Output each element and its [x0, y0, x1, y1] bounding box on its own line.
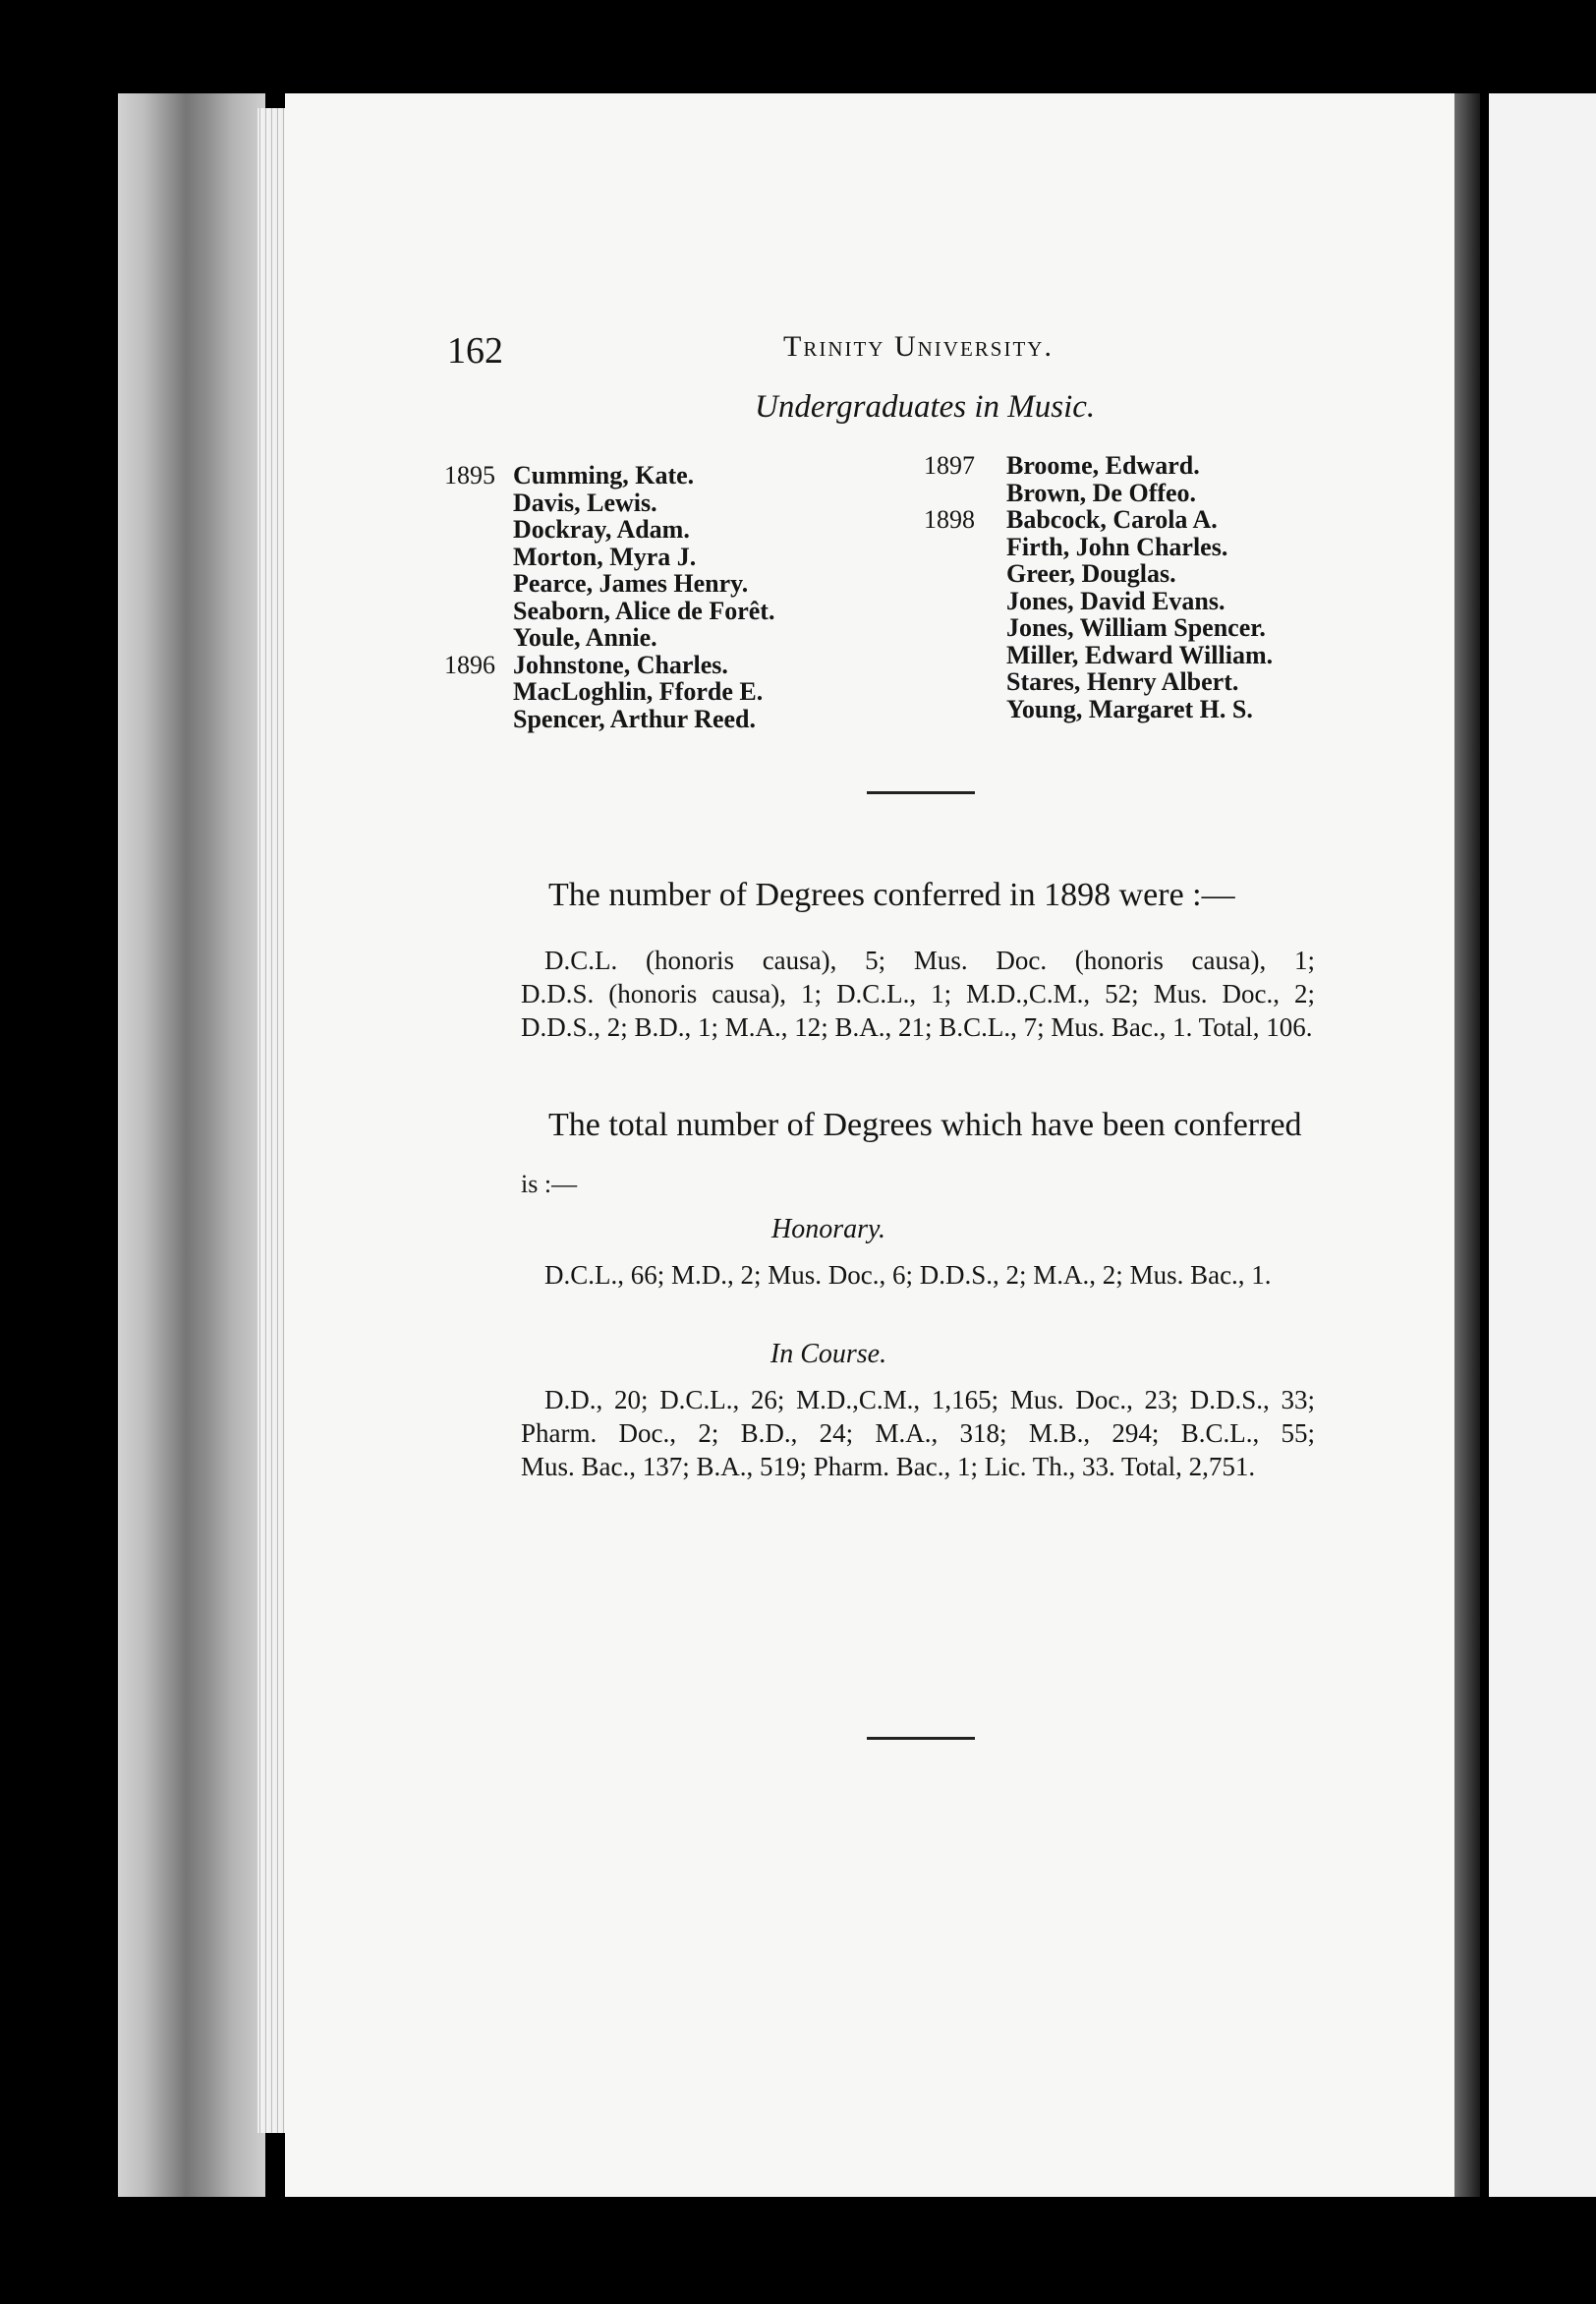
degree-count: B.D., 1; — [634, 1012, 719, 1042]
list-item — [444, 598, 774, 625]
year-label — [924, 560, 1006, 588]
graduate-name: MacLoghlin, Fforde E. — [513, 677, 764, 706]
degree-count: Mus. Bac., 137; — [521, 1452, 690, 1481]
year-label — [924, 642, 1006, 669]
year-label: 1896 — [444, 650, 495, 679]
degree-count: D.C.L., 66; — [544, 1260, 665, 1290]
list-item — [444, 706, 774, 733]
year-label — [444, 678, 513, 706]
degree-count: D.D.S., 2; — [521, 1012, 628, 1042]
degree-count: Mus. Doc., 6; — [768, 1260, 914, 1290]
graduate-name: Miller, Edward William. — [1006, 640, 1274, 669]
year-label: 1898 — [924, 505, 975, 534]
degree-count: Mus. Bac., 1. — [1051, 1012, 1193, 1042]
graduate-name: Jones, William Spencer. — [1006, 613, 1266, 642]
list-item — [924, 480, 1273, 507]
degree-count: B.A., 21; — [834, 1012, 933, 1042]
graduate-name: Stares, Henry Albert. — [1006, 667, 1239, 696]
degree-count: B.C.L., 55; — [1180, 1418, 1316, 1448]
year-label: 1895 — [444, 461, 495, 490]
book-binding-shadow — [118, 93, 265, 2197]
list-item — [924, 560, 1273, 588]
degree-count: M.A., 12; — [724, 1012, 828, 1042]
graduate-name: Pearce, James Henry. — [513, 569, 749, 598]
graduate-name: Johnstone, Charles. — [513, 650, 728, 679]
year-label: 1897 — [924, 451, 975, 480]
graduate-name: Firth, John Charles. — [1006, 532, 1228, 561]
graduate-name: Brown, De Offeo. — [1006, 478, 1197, 507]
year-label — [924, 480, 1006, 507]
year-label — [924, 696, 1006, 723]
section-divider — [867, 791, 975, 794]
list-item — [444, 678, 774, 706]
page-number: 162 — [447, 330, 503, 372]
degree-count: D.C.L. (honoris causa), 5; — [544, 946, 886, 975]
list-item — [444, 624, 774, 652]
list-item — [924, 668, 1273, 696]
degree-count: D.D., 20; — [544, 1385, 649, 1414]
degree-count: D.C.L., 26; — [659, 1385, 785, 1414]
degree-count: Pharm. Doc., 2; — [521, 1418, 719, 1448]
degree-count: Lic. Th., 33. — [984, 1452, 1115, 1481]
running-title: Trinity University. — [783, 330, 1054, 363]
graduate-name: Davis, Lewis. — [513, 488, 657, 517]
section-title: Undergraduates in Music. — [755, 389, 1096, 425]
end-divider — [867, 1737, 975, 1740]
graduate-name: Morton, Myra J. — [513, 542, 697, 571]
year-label — [924, 614, 1006, 642]
total-degrees-continuation: is :— — [521, 1170, 578, 1198]
honorary-subheading: Honorary. — [771, 1214, 885, 1244]
degree-count: M.D.,C.M., 52; — [966, 979, 1139, 1008]
page-fore-edge — [1454, 93, 1480, 2197]
year-label — [444, 516, 513, 544]
degree-count: D.D.S., 2; — [919, 1260, 1027, 1290]
list-item — [924, 642, 1273, 669]
degree-count: M.A., 2; — [1033, 1260, 1123, 1290]
year-label — [444, 490, 513, 517]
honorary-paragraph — [521, 1258, 1315, 1292]
list-item — [924, 534, 1273, 561]
list-item — [444, 544, 774, 571]
list-item — [924, 614, 1273, 642]
year-label — [444, 570, 513, 598]
graduate-name: Spencer, Arthur Reed. — [513, 704, 756, 733]
graduate-name: Broome, Edward. — [1006, 451, 1200, 480]
graduate-name: Greer, Douglas. — [1006, 559, 1176, 588]
degree-count: M.B., 294; — [1028, 1418, 1160, 1448]
graduate-name: Youle, Annie. — [513, 623, 657, 652]
graduate-name: Jones, David Evans. — [1006, 586, 1226, 615]
degree-count: M.A., 318; — [875, 1418, 1007, 1448]
year-label — [924, 588, 1006, 615]
year-label — [924, 534, 1006, 561]
year-label — [444, 544, 513, 571]
in-course-paragraph — [521, 1383, 1315, 1483]
list-item — [444, 462, 774, 490]
degree-count: D.D.S. (honoris causa), 1; — [521, 979, 823, 1008]
list-item — [444, 516, 774, 544]
total-degrees-heading: The total number of Degrees which have been conferred — [548, 1107, 1302, 1143]
graduate-name: Dockray, Adam. — [513, 515, 690, 544]
list-item — [924, 506, 1273, 534]
list-item — [444, 570, 774, 598]
list-item — [924, 452, 1273, 480]
graduate-name: Cumming, Kate. — [513, 461, 695, 490]
degree-count: Mus. Bac., 1. — [1129, 1260, 1272, 1290]
left-column-list — [444, 462, 774, 732]
year-label — [444, 624, 513, 652]
graduate-name: Seaborn, Alice de Forêt. — [513, 596, 775, 625]
degree-count: M.D., 2; — [671, 1260, 762, 1290]
year-label — [444, 706, 513, 733]
degree-count: D.D.S., 33; — [1189, 1385, 1315, 1414]
page-edges — [257, 108, 287, 2133]
list-item — [444, 652, 774, 679]
degree-count: B.C.L., 7; — [939, 1012, 1045, 1042]
degree-count: Mus. Doc. (honoris causa), 1; — [913, 946, 1315, 975]
list-item — [444, 490, 774, 517]
year-label — [924, 668, 1006, 696]
degree-count: B.A., 519; — [696, 1452, 808, 1481]
degree-count: D.C.L., 1; — [836, 979, 952, 1008]
right-column-list — [924, 452, 1273, 722]
list-item — [924, 696, 1273, 723]
degrees-1898-paragraph — [521, 944, 1315, 1044]
degree-count: Mus. Doc., 2; — [1153, 979, 1315, 1008]
degree-count: Total, 106. — [1198, 1012, 1313, 1042]
in-course-subheading: In Course. — [770, 1339, 887, 1369]
degree-count: Total, 2,751. — [1121, 1452, 1256, 1481]
degree-count: M.D.,C.M., 1,165; — [796, 1385, 999, 1414]
year-label — [444, 598, 513, 625]
degree-count: B.D., 24; — [740, 1418, 854, 1448]
degree-count: Pharm. Bac., 1; — [813, 1452, 978, 1481]
list-item — [924, 588, 1273, 615]
degrees-1898-heading: The number of Degrees conferred in 1898 were :— — [548, 877, 1235, 913]
degree-count: Mus. Doc., 23; — [1009, 1385, 1179, 1414]
graduate-name: Young, Margaret H. S. — [1006, 694, 1253, 723]
graduate-name: Babcock, Carola A. — [1006, 505, 1218, 534]
adjacent-page — [1489, 93, 1596, 2197]
